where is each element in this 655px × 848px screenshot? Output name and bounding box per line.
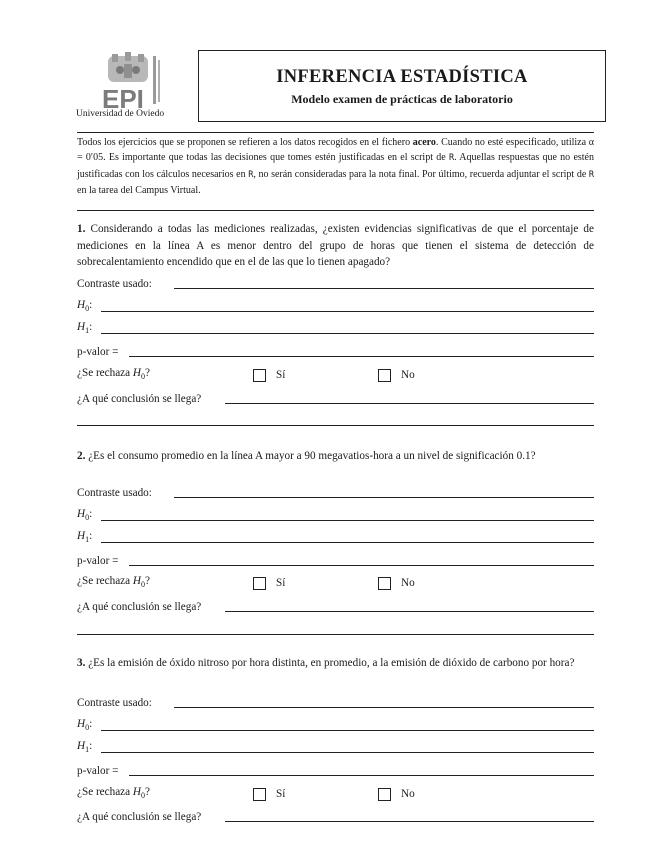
q3-no-checkbox[interactable] bbox=[378, 788, 391, 801]
title-box bbox=[198, 50, 606, 122]
q1-contrast-row bbox=[77, 274, 594, 292]
question-1-body: Considerando a todas las mediciones realizadas, ¿existen evidencias significativas de que el porcentaje de mediciones en la línea A es menor dentro del grupo de horas que tienen el sistema de detección de sobrecalentamiento encendido que en el de las que lo tienen apagado? bbox=[77, 223, 594, 268]
q3-contrast-row bbox=[77, 693, 594, 711]
question-2-number: 2. bbox=[77, 450, 86, 462]
q2-pvalue-field[interactable] bbox=[129, 565, 594, 566]
q2-reject-label: ¿Se rechaza $H_0$? bbox=[77, 574, 150, 589]
q2-conclusion-label: ¿A qué conclusión se llega? bbox=[77, 601, 202, 613]
q2-h0-label: $H_0$: bbox=[77, 507, 93, 522]
q2-contrast-row bbox=[77, 483, 594, 501]
dataset-name: acero bbox=[412, 137, 436, 148]
logo-epi-letters: EPI bbox=[102, 84, 144, 112]
intro-bottom-rule bbox=[77, 210, 594, 211]
q2-no-checkbox[interactable] bbox=[378, 577, 391, 590]
q3-h1-field[interactable] bbox=[101, 752, 594, 753]
q3-h1-label: $H_1$: bbox=[77, 739, 93, 754]
q2-contrast-field[interactable] bbox=[174, 497, 594, 498]
q1-conclusion-label: ¿A qué conclusión se llega? bbox=[77, 393, 202, 405]
q3-contrast-label: Contraste usado: bbox=[77, 697, 152, 709]
q2-h0-field[interactable] bbox=[101, 520, 594, 521]
intro-text-3: . Es importante que todas las decisiones que tomes estén justificadas en el script de bbox=[103, 152, 449, 164]
question-3-number: 3. bbox=[77, 657, 86, 669]
q2-h1-label: $H_1$: bbox=[77, 529, 93, 544]
r-name-1: R bbox=[448, 153, 455, 164]
university-name: Universidad de Oviedo bbox=[76, 109, 165, 119]
r-name-2: R bbox=[248, 169, 254, 180]
q2-pvalue-row bbox=[77, 551, 594, 569]
q1-h0-row bbox=[77, 297, 594, 315]
q2-contrast-label: Contraste usado: bbox=[77, 487, 152, 499]
q3-h0-label: $H_0$: bbox=[77, 717, 93, 732]
q2-reject-row bbox=[77, 573, 594, 591]
intro-text-4: . Aquellas respuestas que no estén justificadas con los cálculos necesarios en bbox=[77, 152, 594, 180]
q1-pvalue-label: p-valor = bbox=[77, 346, 119, 358]
intro-text-5: , no serán consideradas para la nota final. Por último, recuerda adjuntar el script de bbox=[253, 168, 589, 180]
q3-conclusion-row bbox=[77, 807, 594, 825]
page-title: INFERENCIA ESTADÍSTICA bbox=[276, 67, 528, 87]
q2-h0-row bbox=[77, 506, 594, 524]
q1-reject-label: ¿Se rechaza $H_0$? bbox=[77, 366, 150, 381]
intro-text-6: en la tarea del Campus Virtual. bbox=[77, 185, 201, 197]
q2-no-label: No bbox=[401, 577, 415, 589]
question-3-text bbox=[77, 655, 594, 672]
q1-no-checkbox[interactable] bbox=[378, 369, 391, 382]
q1-h0-field[interactable] bbox=[101, 311, 594, 312]
page-subtitle: Modelo examen de prácticas de laboratorio bbox=[291, 92, 513, 106]
question-1-text bbox=[77, 221, 594, 271]
q3-pvalue-field[interactable] bbox=[129, 775, 594, 776]
q1-h1-field[interactable] bbox=[101, 333, 594, 334]
alpha-value: α = 0′05 bbox=[77, 137, 594, 164]
question-2-body: ¿Es el consumo promedio en la línea A mayor a 90 megavatios-hora a un nivel de significación 0.1? bbox=[85, 450, 536, 462]
q2-h1-field[interactable] bbox=[101, 542, 594, 543]
intro-text-2: . Cuando no esté especificado, utiliza bbox=[435, 137, 589, 148]
q1-conclusion-row bbox=[77, 389, 594, 407]
q3-pvalue-row bbox=[77, 761, 594, 779]
q1-conclusion-extra-line[interactable] bbox=[77, 425, 594, 426]
question-2-text bbox=[77, 448, 594, 465]
q3-h0-row bbox=[77, 716, 594, 734]
q2-conclusion-row bbox=[77, 597, 594, 615]
q2-pvalue-label: p-valor = bbox=[77, 555, 119, 567]
q3-conclusion-field[interactable] bbox=[225, 821, 594, 822]
q1-conclusion-field[interactable] bbox=[225, 403, 594, 404]
instructions-paragraph bbox=[77, 135, 594, 199]
intro-top-rule bbox=[77, 132, 594, 133]
q1-yes-label: Sí bbox=[276, 369, 286, 381]
q3-h1-row bbox=[77, 738, 594, 756]
question-3-body: ¿Es la emisión de óxido nitroso por hora distinta, en promedio, a la emisión de dióxido de carbono por hora? bbox=[85, 657, 575, 669]
q1-h1-label: $H_1$: bbox=[77, 320, 93, 335]
q1-h0-label: $H_0$: bbox=[77, 298, 93, 313]
q3-reject-row bbox=[77, 784, 594, 802]
r-name-3: R bbox=[588, 169, 595, 180]
q3-yes-label: Sí bbox=[276, 788, 286, 800]
q1-contrast-label: Contraste usado: bbox=[77, 278, 152, 290]
q3-pvalue-label: p-valor = bbox=[77, 765, 119, 777]
q1-pvalue-field[interactable] bbox=[129, 356, 594, 357]
q3-reject-label: ¿Se rechaza $H_0$? bbox=[77, 785, 150, 800]
q3-no-label: No bbox=[401, 788, 415, 800]
intro-text-1: Todos los ejercicios que se proponen se refieren a los datos recogidos en el fichero bbox=[77, 137, 413, 148]
q1-reject-row bbox=[77, 365, 594, 383]
q3-contrast-field[interactable] bbox=[174, 707, 594, 708]
q1-pvalue-row bbox=[77, 342, 594, 360]
q2-yes-checkbox[interactable] bbox=[253, 577, 266, 590]
q1-no-label: No bbox=[401, 369, 415, 381]
q1-yes-checkbox[interactable] bbox=[253, 369, 266, 382]
q2-conclusion-field[interactable] bbox=[225, 611, 594, 612]
q2-h1-row bbox=[77, 528, 594, 546]
question-1-number: 1. bbox=[77, 223, 86, 235]
q2-conclusion-extra-line[interactable] bbox=[77, 634, 594, 635]
q1-contrast-field[interactable] bbox=[174, 288, 594, 289]
q1-h1-row bbox=[77, 319, 594, 337]
q3-h0-field[interactable] bbox=[101, 730, 594, 731]
q2-yes-label: Sí bbox=[276, 577, 286, 589]
q3-yes-checkbox[interactable] bbox=[253, 788, 266, 801]
q3-conclusion-label: ¿A qué conclusión se llega? bbox=[77, 811, 202, 823]
